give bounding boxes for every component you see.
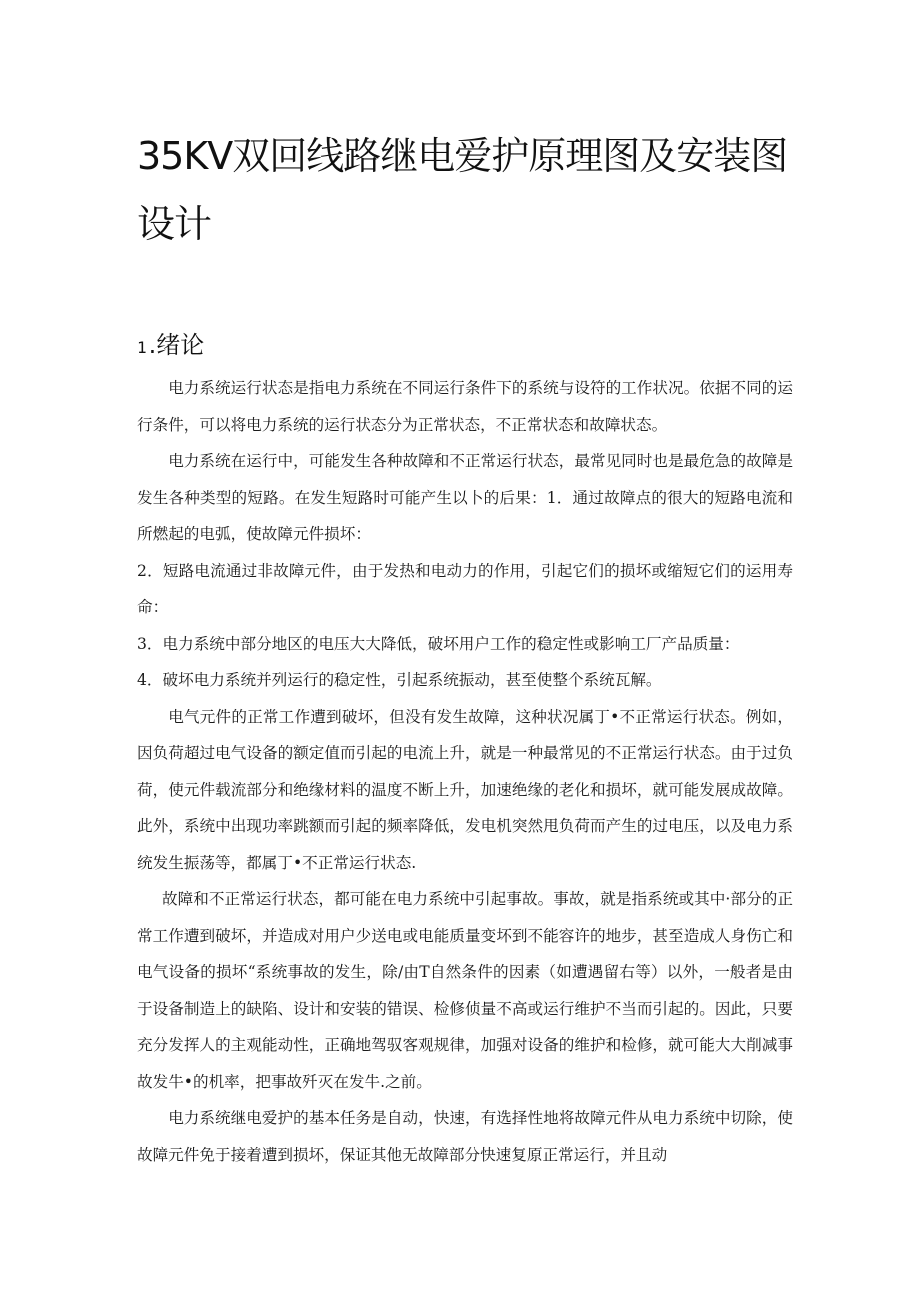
document-title: 35KV双回线路继电爱护原理图及安装图设计 bbox=[137, 134, 788, 246]
paragraph: 电气元件的正常工作遭到破坏，但没有发生故障，这种状况属丁•不正常运行状态。例如，因负荷超过电气设备的额定值而引起的电流上升，就是一种最常见的不正常运行状态。由于过负荷，使元件载流部分和绝缘材料的温度不断上升，加速绝缘的老化和损坏，就可能发展成故障。此外，系统中出现功率跳额而引起的频率降低，发电机突然甩负荷而产生的过电压，以及电力系统发生振荡等，都属丁•不正常运行状态. bbox=[137, 707, 793, 872]
paragraph: 电力系统继电爱护的基本任务是自动，快速，有选择性地将故障元件从电力系统中切除，使故障元件免于接着遭到损坏，保证其他无故障部分快速复原正常运行，并且动 bbox=[137, 1109, 793, 1164]
list-item: 4．破坏电力系统并列运行的稳定性，引起系统振动，甚至使整个系统瓦解。 bbox=[137, 671, 662, 689]
paragraph: 故障和不正常运行状态，都可能在电力系统中引起事故。事故，就是指系统或其中·部分的正常工作遭到破坏，并造成对用户少送电或电能质量变坏到不能容许的地步，甚至造成人身伤亡和电气设备的损坏“系统事故的发生，除/由T自然条件的因素（如遭遇留右等）以外，一般者是由于设备制造上的缺陷、设计和安装的错误、检修侦量不高或运行维护不当而引起的。因此，只要充分发挥人的主观能动性，正确地驾驭客观规律，加强对设备的维护和检修，就可能大大削减事故发牛•的机率，把事故歼灭在发牛.之前。 bbox=[137, 890, 793, 1091]
paragraph: 电力系统在运行中，可能发生各种故障和不正常运行状态，最常见同时也是最危急的故障是发生各种类型的短路。在发生短路时可能产生以卜的后果：1．通过故障点的很大的短路电流和所燃起的电弧，使故障元件损坏： bbox=[137, 452, 793, 543]
paragraph: 电力系统运行状态是指电力系统在不同运行条件下的系统与设符的工作状况。依据不同的运行条件，可以将电力系统的运行状态分为正常状态，不正常状态和故障状态。 bbox=[137, 379, 793, 434]
section-heading bbox=[137, 327, 204, 366]
list-item: 2．短路电流通过非故障元件，由于发热和电动力的作用，引起它们的损坏或缩短它们的运用寿命： bbox=[137, 561, 793, 616]
section-heading-text: .绪论 bbox=[148, 331, 205, 359]
section-number: 1 bbox=[137, 338, 147, 357]
document-body bbox=[137, 370, 793, 1173]
list-item: 3．电力系统中部分地区的电压大大降低，破坏用户工作的稳定性或影响工厂产品质量： bbox=[137, 634, 740, 653]
